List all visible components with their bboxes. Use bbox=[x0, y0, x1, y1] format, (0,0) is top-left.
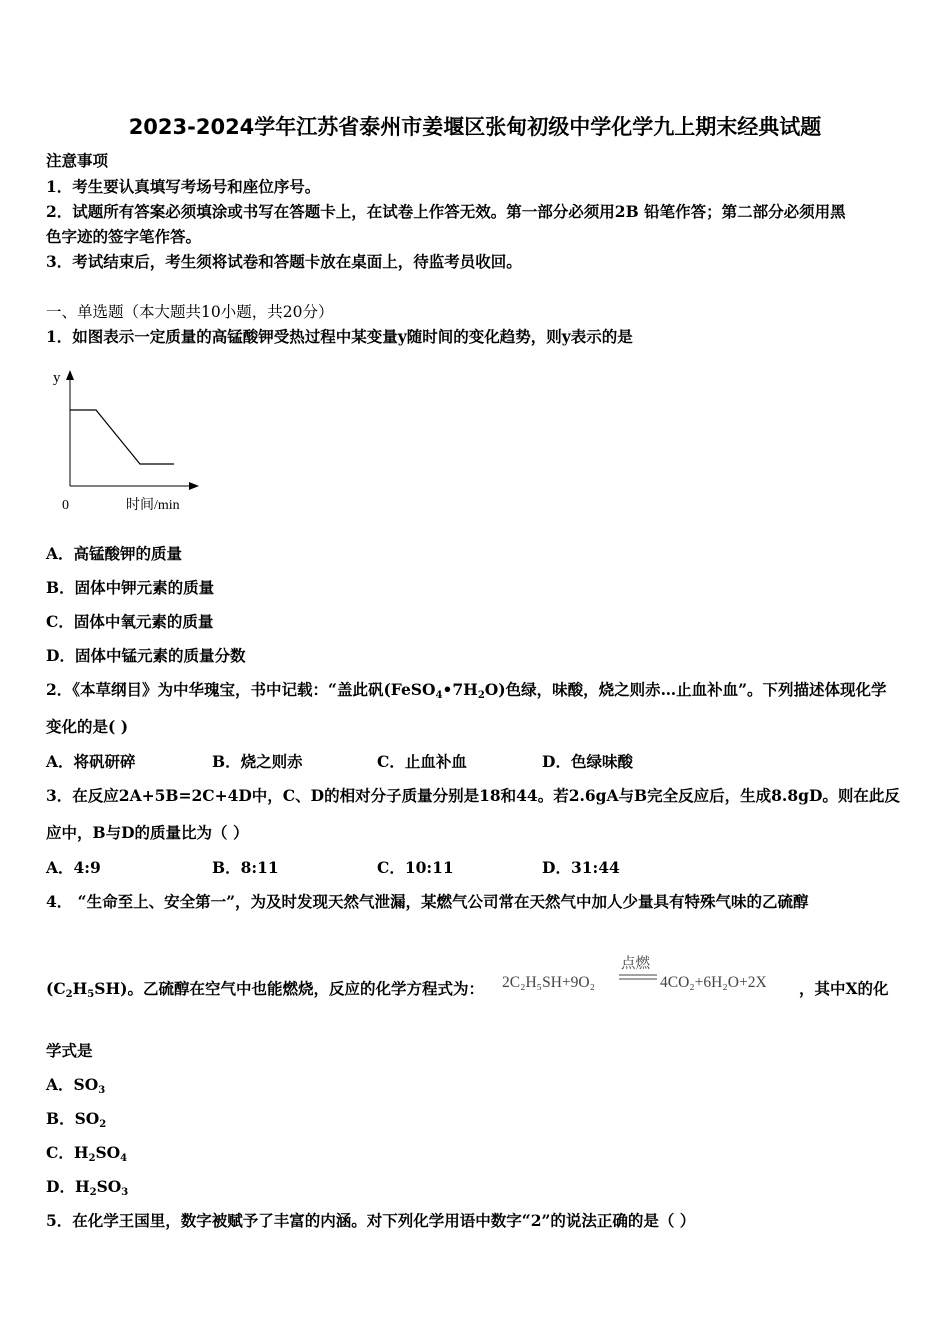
q4-option-a: A．$SO_3$ bbox=[46, 1075, 106, 1096]
q2-option-c: C．止血补血 bbox=[377, 752, 467, 771]
page-title: 2023-2024学年江苏省泰州市姜堰区张甸初级中学化学九上期末经典试题 bbox=[128, 115, 822, 139]
y-axis-arrow bbox=[66, 370, 74, 380]
q1-option-c: C．固体中氧元素的质量 bbox=[46, 612, 214, 631]
q2-stem: 2．《本草纲目》为中华瑰宝，书中记载：“盖此矾$(FeSO_4•7H_2O)$色绿，味酸，烧之则赤…止血补血”。下列描述体现化学 bbox=[46, 680, 887, 701]
x-label: 时间/min bbox=[126, 498, 180, 513]
q3-option-a: A．4:9 bbox=[46, 858, 101, 877]
eq-condition: 点燃 bbox=[621, 956, 650, 972]
q3-option-b: B．8:11 bbox=[212, 858, 279, 877]
q3-stem-cont: 应中，B与D的质量比为（ ） bbox=[46, 823, 249, 842]
q4-stem-cont: 学式是 bbox=[46, 1041, 93, 1060]
q2-option-a: A．将矾研碎 bbox=[46, 752, 136, 771]
notice-item-1: 1．考生要认真填写考场号和座位序号。 bbox=[46, 177, 321, 196]
q4-stem-pre: $(C_2H_5SH)$。乙硫醇在空气中也能燃烧，反应的化学方程式为： bbox=[46, 979, 484, 1000]
trend-line bbox=[70, 410, 174, 464]
q4-stem: 4． “生命至上、安全第一”，为及时发现天然气泄漏，某燃气公司常在天然气中加人少量具有特殊气味的乙硫醇 bbox=[46, 892, 809, 911]
q5-stem: 5．在化学王国里，数字被赋予了丰富的内涵。对下列化学用语中数字“2”的说法正确的是（ ） bbox=[46, 1211, 696, 1230]
q2-option-d: D．色绿味酸 bbox=[542, 752, 633, 771]
q4-option-d: D．$H_2SO_3$ bbox=[46, 1177, 129, 1198]
origin-label: 0 bbox=[62, 498, 69, 513]
q1-stem: 1．如图表示一定质量的高锰酸钾受热过程中某变量y随时间的变化趋势，则y表示的是 bbox=[46, 327, 633, 346]
q1-option-d: D．固体中锰元素的质量分数 bbox=[46, 646, 246, 665]
q4-stem-post: ，其中X的化 bbox=[799, 979, 889, 998]
q3-stem: 3．在反应2A+5B=2C+4D中，C、D的相对分子质量分别是18和44。若2.6gA与B完全反应后，生成8.8gD。则在此反 bbox=[46, 786, 900, 805]
eq-right: 4CO₂+6H₂O+2X bbox=[660, 974, 767, 991]
q1-option-a: A．高锰酸钾的质量 bbox=[46, 544, 183, 563]
notice-item-2-cont: 色字迹的签字笔作答。 bbox=[46, 227, 202, 246]
section-heading: 一、单选题（本大题共10小题，共20分） bbox=[46, 303, 334, 321]
q4-equation bbox=[500, 950, 800, 1000]
q2-option-b: B．烧之则赤 bbox=[212, 752, 303, 771]
q3-option-c: C．10:11 bbox=[377, 858, 454, 877]
x-axis-arrow bbox=[189, 482, 199, 490]
q4-option-c: C．$H_2SO_4$ bbox=[46, 1143, 128, 1164]
notice-item-2: 2．试题所有答案必须填涂或书写在答题卡上，在试卷上作答无效。第一部分必须用2B 铅笔作答；第二部分必须用黑 bbox=[46, 202, 846, 221]
q4-option-b: B．$SO_2$ bbox=[46, 1109, 107, 1130]
y-label: y bbox=[53, 370, 61, 386]
q1-graph bbox=[46, 364, 206, 520]
q1-option-b: B．固体中钾元素的质量 bbox=[46, 578, 215, 597]
eq-left: 2C₂H₅SH+9O₂ bbox=[502, 974, 595, 991]
q3-option-d: D．31:44 bbox=[542, 858, 620, 877]
notice-item-3: 3．考试结束后，考生须将试卷和答题卡放在桌面上，待监考员收回。 bbox=[46, 252, 522, 271]
notice-heading: 注意事项 bbox=[46, 151, 109, 170]
q2-stem-cont: 变化的是( ) bbox=[46, 717, 129, 736]
